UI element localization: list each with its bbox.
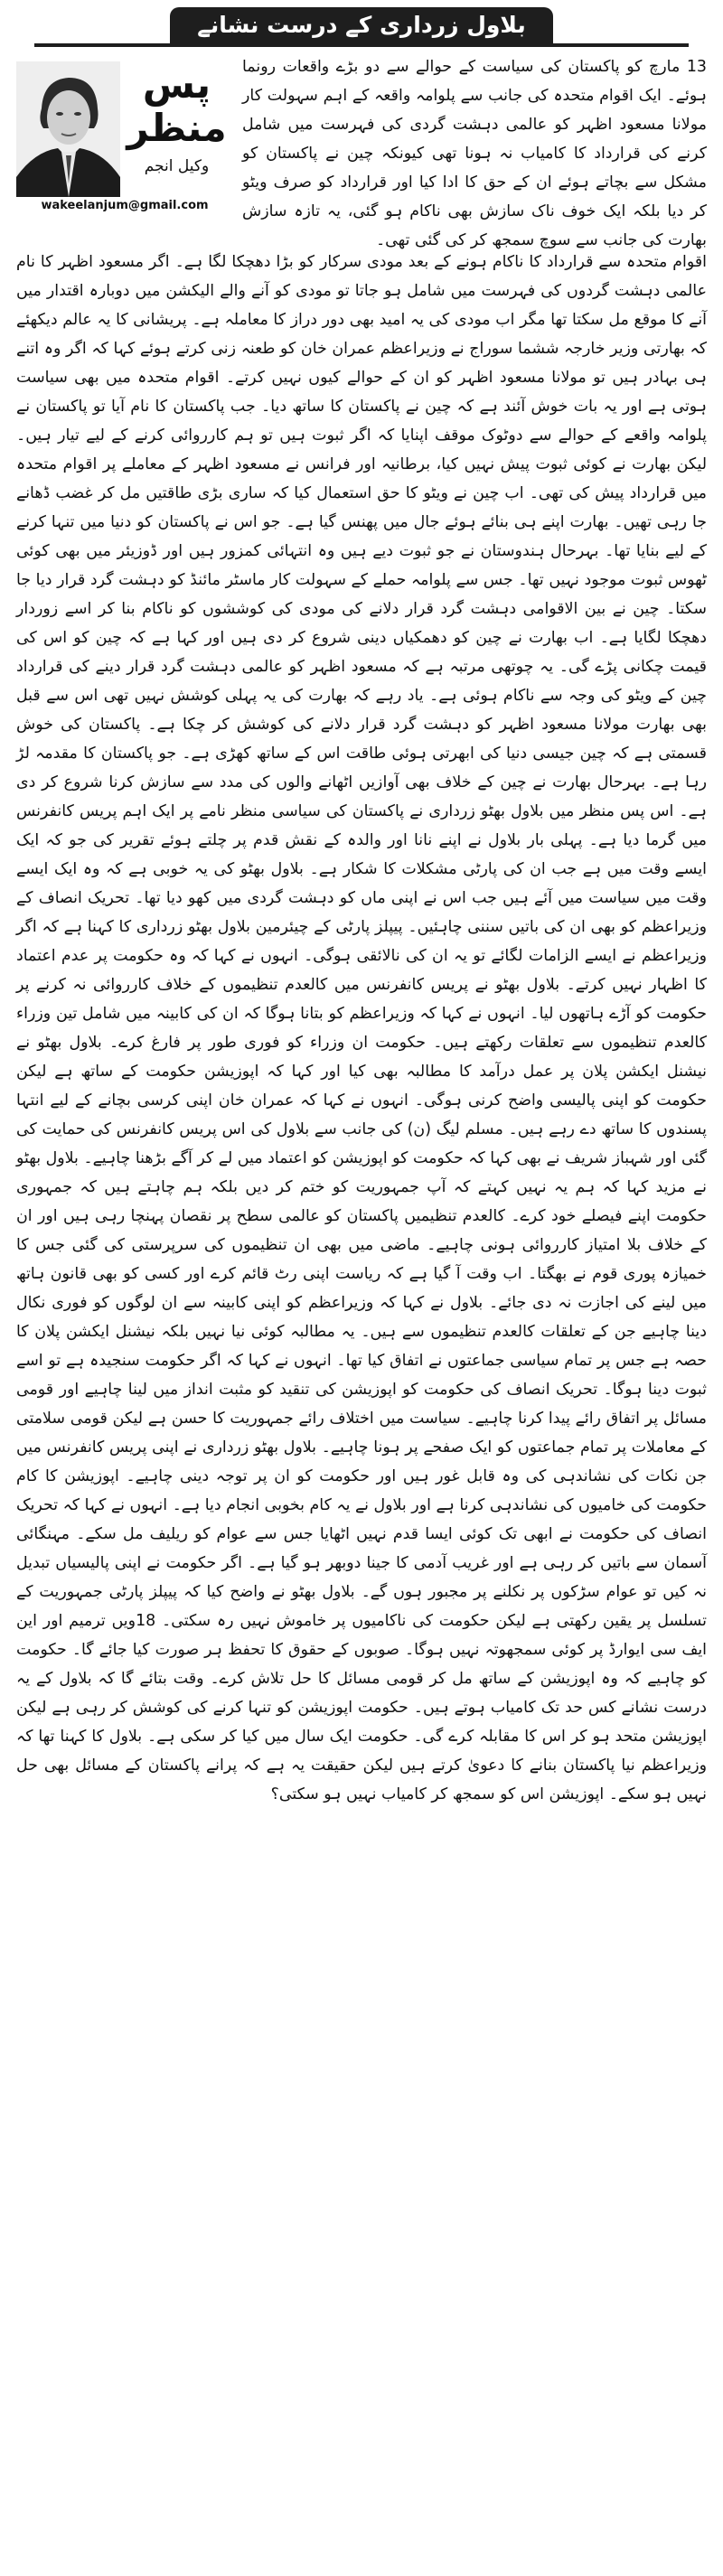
author-box bbox=[16, 52, 233, 238]
column-name: پس منظر bbox=[127, 62, 227, 150]
headline-rule bbox=[34, 43, 689, 47]
author-name: وکیل انجم bbox=[144, 157, 210, 175]
byline bbox=[125, 63, 229, 175]
author-email: wakeelanjum@gmail.com bbox=[41, 199, 209, 212]
intro-text-block bbox=[242, 52, 707, 255]
intro-paragraph: 13 مارچ کو پاکستان کی سیاست کے حوالے سے دو بڑے واقعات رونما ہوئے۔ ایک اقوام متحدہ کی جانب سے پلوامہ واقعہ کے اہم سہولت کار مولانا مسعود اظہر کو عالمی دہشت گردی کی فہرست میں شامل کرنے کی قرارداد کا کامیاب نہ ہونا تھی کیونکہ چین نے پاکستان کو مشکل سے بچاتے ہوئے ان کے حق کا ادا کیا اور قرارداد کو صرف ویٹو کر دیا بلکہ ایک خوف ناک سازش بھی ناکام ہو گئی، یہ تازہ سازش بھارت کی جانب سے سوچ سمجھ کر کی گئی تھی۔ bbox=[242, 58, 707, 249]
intro-section bbox=[16, 52, 707, 249]
headline-area bbox=[16, 0, 707, 43]
author-portrait bbox=[16, 61, 120, 197]
article-body bbox=[16, 248, 707, 1809]
headline: بلاول زرداری کے درست نشانے bbox=[170, 7, 553, 43]
body-paragraph: اقوام متحدہ سے قرارداد کا ناکام ہونے کے بعد مودی سرکار کو بڑا دھچکا لگا ہے۔ اگر مسعود اظہر کا نام عالمی دہشت گردوں کی فہرست میں شامل ہو جاتا تو مودی کو آنے والے الیکشن میں دوبارہ اقتدار میں آنے کا موقع مل سکتا تھا مگر اب مودی کی یہ امید بھی دور دراز کا معاملہ ہے۔ پریشانی کا یہ عالم دیکھئے کہ بھارتی وزیر خارجہ ششما سوراج نے وزیراعظم عمران خان کو طعنہ زنی کرتے ہوئے کہا کہ اگر وہ اتنے ہی بہادر ہیں تو مولانا مسعود اظہر کو ان کے حوالے کیوں نہیں کرتے۔ اقوام متحدہ میں بھی سیاست ہوتی ہے اور یہ بات خوش آئند ہے کہ چین نے پاکستان کا ساتھ دیا۔ جب پاکستان کا نام آیا تو پاکستان نے پلوامہ واقعے کے حوالے سے دوٹوک موقف اپنایا کہ اگر ثبوت ہیں تو ہم کارروائی کرنے کے لیے تیار ہیں۔ لیکن بھارت نے کوئی ثبوت پیش نہیں کیا، برطانیہ اور فرانس نے مسعود اظہر کے معاملے پر اقوام متحدہ میں قرارداد پیش کی تھی۔ اب چین نے ویٹو کا حق استعمال کیا کہ ساری بڑی طاقتیں مل کر غضب ڈھانے جا رہی تھیں۔ بھارت اپنے ہی بنائے ہوئے جال میں پھنس گیا ہے۔ جو اس نے پاکستان کو دنیا میں تنہا کرنے کے لیے بنایا تھا۔ بہرحال ہندوستان نے جو ثبوت دیے ہیں وہ انتہائی کمزور ہیں اور ڈوزیئر میں بھی کوئی ٹھوس ثبوت موجود نہیں تھا۔ جس سے پلوامہ حملے کے سہولت کار ماسٹر مائنڈ کو دہشت گرد قرار دیا جا سکتا۔ چین نے بین الاقوامی دہشت گرد قرار دلانے کی مودی کی کوششوں کو ناکام بنا کر اسے زوردار دھچکا لگایا ہے۔ اب بھارت نے چین کو دھمکیاں دینی شروع کر دی ہیں اور کہا ہے کہ چین کو اس کی قیمت چکانی پڑے گی۔ یہ چوتھی مرتبہ ہے کہ مسعود اظہر کو عالمی دہشت گرد قرار دینے کی قرارداد چین کے ویٹو کی وجہ سے ناکام ہوئی ہے۔ یاد رہے کہ بھارت کی یہ پہلی کوشش نہیں تھی اس سے قبل بھی بھارت مولانا مسعود اظہر کو دہشت گرد قرار دلانے کی کوشش کر چکا ہے۔ پاکستان کی خوش قسمتی ہے کہ چین جیسی دنیا کی ابھرتی ہوئی طاقت اس کے ساتھ کھڑی ہے۔ جو پاکستان کا مقدمہ لڑ رہا ہے۔ بہرحال بھارت نے چین کے خلاف بھی آوازیں اٹھانے والوں کی مدد سے سازش کرنا شروع کر دی ہے۔ اس پس منظر میں بلاول بھٹو زرداری نے پاکستان کی سیاسی منظر نامے پر ایک اہم پریس کانفرنس میں گرما دیا ہے۔ پہلی بار بلاول نے اپنے نانا اور والدہ کے نقش قدم پر چلتے ہوئے تقریر کی جو کہ ایک ایسے وقت میں ہے جب ان کی پارٹی مشکلات کا شکار ہے۔ بلاول بھٹو کی یہ خوبی ہے کہ وہ ایک ایسے وقت میں سیاست میں آئے ہیں جب اس نے اپنی ماں کو دہشت گردی میں کھو دیا تھا۔ تحریک انصاف کے وزیراعظم کو بھی ان کی باتیں سننی چاہئیں۔ پیپلز پارٹی کے چیئرمین بلاول بھٹو زرداری کا کہنا ہے کہ اگر وزیراعظم نے ایسے الزامات لگائے تو یہ ان کی نالائقی ہوگی۔ انہوں نے کہا کہ وہ حکومت پر عدم اعتماد کا اظہار نہیں کرتے۔ بلاول بھٹو نے پریس کانفرنس میں کالعدم تنظیموں کے خلاف کارروائی نہ کرنے پر حکومت کو آڑے ہاتھوں لیا۔ انہوں نے کہا کہ وزیراعظم کو بتانا ہوگا کہ ان کی کابینہ میں شامل تین وزراء کالعدم تنظیموں سے تعلقات رکھتے ہیں۔ حکومت ان وزراء کو فوری طور پر فارغ کرے۔ بلاول بھٹو نے نیشنل ایکشن پلان پر عمل درآمد کا مطالبہ بھی کیا اور کہا کہ اپوزیشن حکومت کے ساتھ ہے لیکن حکومت کو اپنی پالیسی واضح کرنی ہوگی۔ انہوں نے کہا کہ عمران خان اپنی کرسی بچانے کے لیے انتہا پسندوں کا ساتھ دے رہے ہیں۔ مسلم لیگ (ن) کی جانب سے بلاول کی اس پریس کانفرنس کی حمایت کی گئی اور شہباز شریف نے بھی کہا کہ حکومت کو اپوزیشن کو اعتماد میں لے کر آگے بڑھنا چاہیے۔ بلاول بھٹو نے مزید کہا کہ ہم یہ نہیں کہتے کہ آپ جمہوریت کو ختم کر دیں بلکہ ہم چاہتے ہیں کہ جمہوری حکومت اپنے فیصلے خود کرے۔ کالعدم تنظیمیں پاکستان کو عالمی سطح پر نقصان پہنچا رہی ہیں اور ان کے خلاف بلا امتیاز کارروائی ہونی چاہیے۔ ماضی میں بھی ان تنظیموں کی سرپرستی کی گئی جس کا خمیازہ پوری قوم نے بھگتا۔ اب وقت آ گیا ہے کہ ریاست اپنی رٹ قائم کرے اور کسی کو بھی قانون ہاتھ میں لینے کی اجازت نہ دی جائے۔ بلاول نے کہا کہ وزیراعظم کو اپنی کابینہ سے ان لوگوں کو فوری نکال دینا چاہیے جن کے تعلقات کالعدم تنظیموں سے ہیں۔ یہ مطالبہ کوئی نیا نہیں بلکہ نیشنل ایکشن پلان کا حصہ ہے جس پر تمام سیاسی جماعتوں نے اتفاق کیا تھا۔ انہوں نے کہا کہ اگر حکومت سنجیدہ ہے تو اسے ثبوت دینا ہوگا۔ تحریک انصاف کی حکومت کو اپوزیشن کی تنقید کو مثبت انداز میں لینا چاہیے اور قومی مسائل پر اتفاق رائے پیدا کرنا چاہیے۔ سیاست میں اختلاف رائے جمہوریت کا حسن ہے لیکن قومی سلامتی کے معاملات پر تمام جماعتوں کو ایک صفحے پر ہونا چاہیے۔ بلاول بھٹو زرداری نے اپنی پریس کانفرنس میں جن نکات کی نشاندہی کی وہ قابل غور ہیں اور حکومت کو ان پر توجہ دینی چاہیے۔ اپوزیشن کا کام حکومت کی خامیوں کی نشاندہی کرنا ہے اور بلاول نے یہ کام بخوبی انجام دیا ہے۔ انہوں نے کہا کہ تحریک انصاف کی حکومت نے ابھی تک کوئی ایسا قدم نہیں اٹھایا جس سے عوام کو ریلیف مل سکے۔ مہنگائی آسمان سے باتیں کر رہی ہے اور غریب آدمی کا جینا دوبھر ہو گیا ہے۔ اگر حکومت نے اپنی پالیسیاں تبدیل نہ کیں تو عوام سڑکوں پر نکلنے پر مجبور ہوں گے۔ بلاول بھٹو نے واضح کیا کہ پیپلز پارٹی جمہوریت کے تسلسل پر یقین رکھتی ہے لیکن حکومت کی ناکامیوں پر خاموش نہیں رہ سکتی۔ 18ویں ترمیم اور این ایف سی ایوارڈ پر کوئی سمجھوتہ نہیں ہوگا۔ صوبوں کے حقوق کا تحفظ ہر صورت کیا جائے گا۔ حکومت کو چاہیے کہ وہ اپوزیشن کے ساتھ مل کر قومی مسائل کا حل تلاش کرے۔ وقت بتائے گا کہ بلاول کے یہ درست نشانے کس حد تک کامیاب ہوتے ہیں۔ حکومت اپوزیشن کو تنہا کرنے کی کوشش کر رہی ہے لیکن اپوزیشن متحد ہو کر اس کا مقابلہ کرے گی۔ حکومت ایک سال میں کیا کر سکی ہے۔ بلاول کا کہنا تھا کہ وزیراعظم نیا پاکستان بنانے کا دعویٰ کرتے ہیں لیکن حقیقت یہ ہے کہ پرانے پاکستان کے مسائل بھی حل نہیں ہو سکے۔ اپوزیشن اس کو سمجھ کر کامیاب نہیں ہو سکتی؟ bbox=[16, 253, 708, 1803]
